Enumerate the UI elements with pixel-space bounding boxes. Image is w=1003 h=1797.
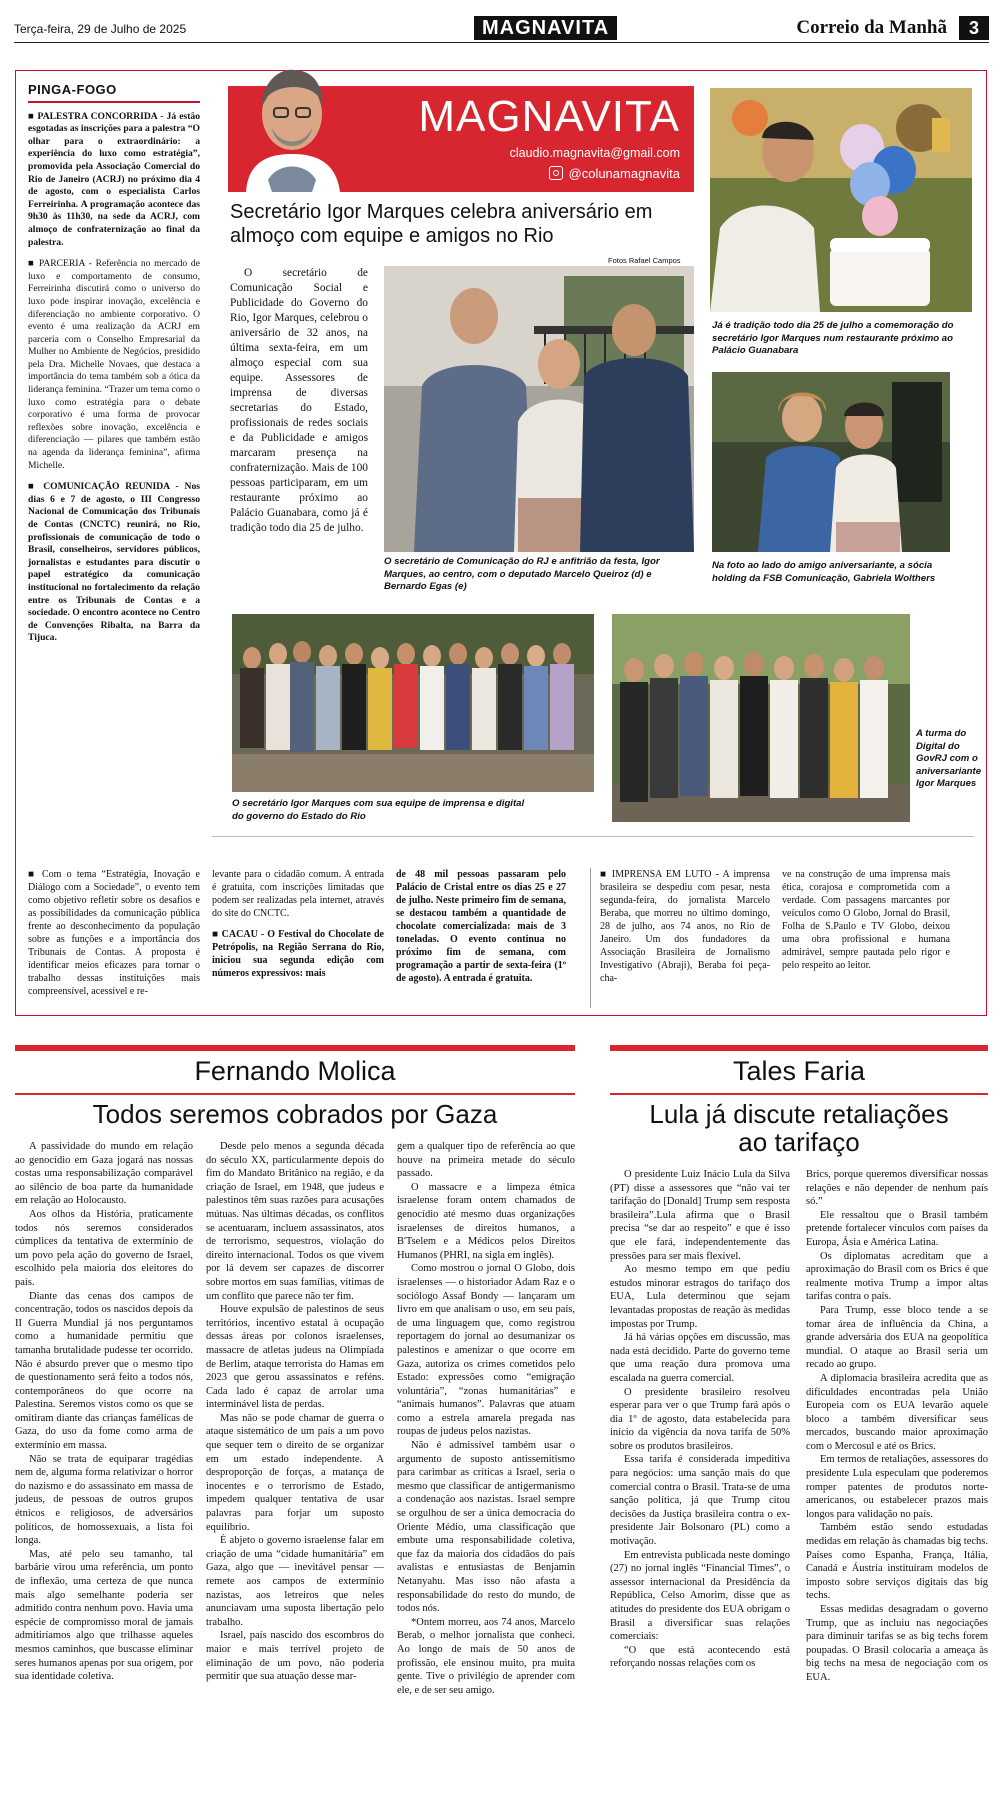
column-divider — [212, 836, 974, 837]
columnist-email[interactable]: claudio.magnavita@gmail.com — [509, 146, 680, 160]
section-masthead: MAGNAVITA — [474, 16, 617, 40]
cake-photo-caption: Já é tradição todo dia 25 de julho a comemoração do secretário Igor Marques num restaurante próximo ao Palácio Guanabara — [712, 320, 954, 356]
friend-photo — [712, 372, 950, 552]
paragraph: gem a qualquer tipo de referência ao que houve na primeira metade do século passado. — [397, 1141, 575, 1180]
molica-col-2 — [206, 1140, 384, 1684]
note-column-4 — [600, 868, 770, 993]
paragraph: Como mostrou o jornal O Globo, dois israelenses — o historiador Adam Raz e o sociólogo Assaf Bondy — lançaram um livro em que analisam o uso, em seu país, de uma linguagem que, como registrou reportagem do jornal ao desumanizar os palestinos e amenizar o que ocorre em Gaza, autoriza os crimes cometidos pelo Estado: expressões como “emigração voluntária”, “zonas humanitárias” e “animais humanos”. Palavras que atuam como a estrela amarela pregada nas roupas de judeus pelos nazistas. — [397, 1263, 575, 1438]
paragraph: O massacre e a limpeza étnica israelense foram ontem chamados de genocídio até mesmo duas organizações israelenses de direitos humanos, a B'Tselem e a Médicos pelos Direitos Humanos (PHRI, na sigla em inglês). — [397, 1181, 575, 1261]
paragraph: Os diplomatas acreditam que a aproximação do Brasil com os Brics é que realmente motiva Trump a impor altas tarifas contra o país. — [806, 1250, 988, 1303]
note-cacau: ■ CACAU - O Festival do Chocolate de Petrópolis, na Região Serrana do Rio, iniciou sua segunda edição com números expressivos: mais — [212, 929, 384, 979]
note-cnctc-tema — [28, 868, 200, 1006]
main-photo — [384, 266, 694, 552]
paragraph: Não se trata de equiparar tragédias nem de, alguma forma relativizar o horror do nazismo e do assassinato em massa de judeus, de pessoas de outros grupos étnicos e religiosos, de adversários políticos, de homossexuais, a lista foi longa. — [15, 1453, 193, 1547]
note-imprensa-luto: ■ IMPRENSA EM LUTO - A imprensa brasileira se despediu com pesar, nesta segunda-feira, do jornalista Marcelo Beraba, que morreu no último domingo, 28 de julho, aos 74 anos, no Rio de Janeiro. Um dos fundadores da Associação Brasileira de Jornalismo Investigativo (Abraji), Beraba foi peça-cha- — [600, 869, 770, 984]
note-comunicacao: ■ COMUNICAÇÃO REUNIDA - Nos dias 6 e 7 de agosto, o III Congresso Nacional de Comunicação dos Tribunais de Contas (CNCTC) reunirá, no Rio, profissionais de comunicação de todo o Brasil, conselheiros, servidores públicos, jornalistas e estudantes para discutir o papel estratégico da comunicação institucional no fortalecimento da relação entre os Tribunais de Contas e a sociedade. O encontro acontece no Centro de Convenções Ribalta, na Barra da Tijuca. — [28, 481, 200, 644]
cake-photo — [710, 88, 972, 312]
instagram-icon — [549, 166, 563, 180]
paragraph: O presidente Luiz Inácio Lula da Silva (PT) disse a assessores que “não vai ter tarifação do [Donald] Trump sem resposta brasileira”.Lula afirma que o Brasil precisa “se dar ao respeito” e que é isso que ele fará, independentemente das pressões para ser mais flexível. — [610, 1169, 790, 1262]
friend-photo-caption: Na foto ao lado do amigo aniversariante, a sócia holding da FSB Comunicação, Gabriela Wolthers — [712, 560, 936, 584]
paragraph: Desde pelo menos a segunda década do século XX, particularmente depois do fim do Mandato Britânico na região, e da criação de Israel, em 1948, que judeus e palestinos têm suas razões para acusações mútuas. Nas últimas décadas, os conflitos se acentuaram, incluem assassinatos, atos de terrorismo, sequestros, violação do direito internacional. Todos os que vivem por lá devem ser capazes de discorrer sobre mortos em suas famílias, vítimas de um conflito que parece não ter fim. — [206, 1141, 384, 1302]
paragraph: O presidente brasileiro resolveu esperar para ver o que Trump fará após o dia 1º de agosto, data estabelecida para início da vigência da nova tarifa de 50% sobre os produtos brasileiros. — [610, 1386, 790, 1452]
molica-col-1 — [15, 1140, 193, 1684]
paragraph: *Ontem morreu, aos 74 anos, Marcelo Berab, o melhor jornalista que conheci. Ao longo de mais de 50 anos de profissão, ele ensinou muito, pra muita gente. Tive o privilégio de aprender com ele, e de ser seu amigo. — [397, 1616, 575, 1696]
feature-body: O secretário de Comunicação Social e Publicidade do Governo do Rio, Igor Marques, celebrou o aniversário de 32 anos, na última sexta-feira, em um almoço especial com sua equipe. Assessores de imprensa de diversas secretarias do Estado, profissionais de redes sociais e da Publicidade e amigos marcaram presença na confraternização. Mais de 100 pessoas participaram, em um restaurante próximo ao Palácio Guanabara, como já é tradição todo dia 25 de julho. — [230, 267, 368, 534]
paragraph: Também estão sendo estudadas medidas em relação às chamadas big techs. Países como Espanha, França, Itália, Canadá e Áustria instituíram modelos de imposto sobre serviços digitais das big techs. — [806, 1522, 988, 1602]
paragraph: Não é admissível também usar o argumento de suposto antissemitismo para carimbar as críticas a Israel, seria o mesmo que classificar de antigermanismo a condenação aos nazistas. Israel sempre se orgulhou de ser a única democracia do Oriente Médio, uma classificação que embute uma responsabilidade coletiva, que faz da maioria dos cidadãos do país avalistas e entusiastas de Benjamin Netanyahu. Mas isso não afasta a responsabilidade do resto do mundo, de todos nós. — [397, 1440, 575, 1615]
paragraph: Diante das cenas dos campos de concentração, todos os nascidos depois da II Guerra Mundial já nos perguntamos como a humanidade permitiu que tamanha brutalidade pudesse ter ocorrido. Não é absurdo prever que o mesmo tipo de questionamento será feito a todos nós, contemporâneos do que ocorre na Palestina. Seremos vistos como os que se omitiram diante das crianças famélicas de Gaza, do uso da fome como arma de extermínio em massa. — [15, 1290, 193, 1452]
paragraph: “O que está acontecendo está reforçando nossas relações com os — [610, 1644, 790, 1670]
note-parceria: ■ PARCERIA - Referência no mercado de luxo e comportamento de consumo, Ferreirinha discutirá como o universo do luxo pode inspirar inovação, excelência e diferenciação no ambiente corporativo. O evento é uma realização da ACRJ em parceria com o Conselho Empresarial da Mulher no Ambiente de Negócios, presidido pela Dra. Michelle Novaes, que destaca a importância do tema também sob a ótica da liderança feminina. “Trazer um tema como o luxo como estratégia para o debate corporativo é uma forma de provocar reflexões sobre inovação, excelência e diferenciação — pilares que também estão na agenda da liderança feminina”, afirma Michelle. — [28, 258, 200, 471]
note-column-3 — [396, 868, 566, 993]
paragraph: Mas não se pode chamar de guerra o ataque sistemático de um país a um povo que sequer tem o direito de se organizar em um estado independente. A desproporção de forças, a matança de inocentes e o terrorismo de Estado, impedem qualquer tentativa de usar palavras para forjar um suposto equilíbrio. — [206, 1412, 384, 1533]
digital-photo-caption: A turma do Digital do GovRJ com o aniversariante Igor Marques — [916, 728, 982, 789]
note-palestra: ■ PALESTRA CONCORRIDA - Já estão esgotadas as inscrições para a palestra “O olhar para o extraordinário: a experiência do luxo como estratégia”, promovida pela Associação Comercial do Rio de Janeiro (ACRJ) no próximo dia 4 de agosto, com o especialista Carlos Ferreirinha. A programação acontece das 9h30 às 11h30, na sede da ACRJ, com almoço de confraternização ao final da palestra. — [28, 110, 200, 248]
paragraph: Ele ressaltou que o Brasil também pretende fortalecer vínculos com países da Europa, Ásia e América Latina. — [806, 1209, 988, 1248]
paragraph: Essas medidas desagradam o governo Trump, que as incluiu nas negociações para diminuir tarifas se as big techs forem poupadas. O Brasil colocaria a ameaça às big techs na mesa de negociação com os EUA. — [806, 1604, 988, 1683]
page-number: 3 — [959, 16, 989, 40]
paragraph: Para Trump, esse bloco tende a se tomar área de influência da China, a grande adversária dos EUA na geopolítica mundial. O ataque ao Brasil seria um recado ao grupo. — [806, 1304, 988, 1371]
team-photo-caption: O secretário Igor Marques com sua equipe de imprensa e digital do governo do Estado do Rio — [232, 798, 525, 822]
note-imprensa-cont: ve na construção de uma imprensa mais ética, corajosa e comprometida com a verdade. Com passagens marcantes por veículos como O Globo, Jornal do Brasil, Folha de S.Paulo e TV Globo, deixou uma obra profissional e humana admirável, sempre pautada pelo rigor e pelo respeito ao leitor. — [782, 869, 950, 971]
faria-col-1 — [610, 1168, 790, 1671]
column-name: MAGNAVITA — [418, 92, 680, 141]
paragraph: Já há várias opções em discussão, mas nada está decidido. Parte do governo teme que uma reação dura promova uma escalada na guerra comercial. — [610, 1332, 790, 1384]
issue-date: Terça-feira, 29 de Julho de 2025 — [14, 22, 187, 36]
paragraph: Essa tarifa é considerada impeditiva para negócios: uma sanção mais do que comercial contra o Brasil. Trata-se de uma sanção política, já que Trump citou decisões da Justiça brasileira contra o ex-presidente Jair Bolsonaro (PL) como a motivação. — [610, 1454, 790, 1548]
newspaper-name: Correio da Manhã — [796, 17, 947, 38]
paragraph: Mas, até pelo seu tamanho, tal barbárie virou uma referência, um ponto de inflexão, uma certeza de que nunca mais algo semelhante poderia ser admitido contra nenhum povo. Havia uma espécie de compromisso moral de jamais admitiríamos algo que trilhasse aqueles mesmos caminhos, que buscasse eliminar seres humanos apenas por sua origem, por sua identidade coletiva. — [15, 1548, 193, 1683]
paragraph: Ao mesmo tempo em que pediu estudos minorar estragos do tarifaço dos EUA, Lula determinou que sejam levantadas propostas de reação às medidas impostas por Trump. — [610, 1264, 790, 1330]
faria-title: Lula já discute retaliações ao tarifaço — [649, 1099, 949, 1157]
columnist-instagram[interactable] — [549, 166, 680, 181]
note-column-2 — [212, 868, 384, 988]
paragraph: É abjeto o governo israelense falar em criação de uma “cidade humanitária” em Gaza, algo que — inevitável pensar — remete aos campos de extermínio nazistas, aos letreiros que neles anunciavam uma suposta libertação pelo trabalho. — [206, 1535, 384, 1628]
paragraph: Houve expulsão de palestinos de seus territórios, incentivo estatal à ocupação dessas áreas por colonos israelenses, massacre de atletas judeus na Olimpíada de Berlim, ataque terrorista do Hamas em 2023 que gerou assassinatos e reféns. Cada lado é capaz de arrolar uma interminável lista de perdas. — [206, 1304, 384, 1411]
faria-author-rule — [610, 1093, 988, 1095]
paragraph: Israel, país nascido dos escombros do maior e mais terrível projeto de eliminação de um povo, não poderia permitir que sua atuação desse mar- — [206, 1630, 384, 1683]
note-cnctc-entrada: levante para o cidadão comum. A entrada é gratuita, com inscrições limitadas que podem ser realizadas pela internet, através do site do CNCTC. — [212, 869, 384, 919]
molica-title: Todos seremos cobrados por Gaza — [92, 1099, 498, 1129]
team-photo — [232, 614, 594, 792]
molica-col-3 — [397, 1140, 575, 1697]
faria-top-rule — [610, 1045, 988, 1051]
paragraph: Brics, porque queremos diversificar nossas relações e não depender de nenhum país só.” — [806, 1169, 988, 1208]
paragraph: A passividade do mundo em relação ao genocídio em Gaza jogará nas nossas costas uma responsabilização comparável ao silêncio de boa parte da humanidade em relação ao Holocausto. — [15, 1141, 193, 1207]
digital-team-photo — [612, 614, 910, 822]
photo-credit: Fotos Rafael Campos — [608, 256, 681, 265]
feature-headline: Secretário Igor Marques celebra aniversário em almoço com equipe e amigos no Rio — [230, 201, 653, 247]
instagram-handle: @colunamagnavita — [568, 166, 680, 181]
faria-author: Tales Faria — [732, 1056, 866, 1086]
molica-top-rule — [15, 1045, 575, 1051]
paragraph: A diplomacia brasileira acredita que as dificuldades encontradas pela União Europeia com os EUA levarão aquele bloco a também diversificar seus mercados, buscando maior aproximação com o Mercosul e até os Brics. — [806, 1372, 988, 1452]
page-header — [14, 16, 989, 43]
columnist-portrait — [228, 62, 356, 192]
main-photo-caption: O secretário de Comunicação do RJ e anfitrião da festa, Igor Marques, ao centro, com o deputado Marcelo Queiroz (d) e Bernardo Egas (e) — [384, 556, 660, 592]
paragraph: Em entrevista publicada neste domingo (27) no jornal inglês “Financial Times”, o assessor internacional da Presidência da República, Celso Amorim, disse que as atitudes do presidente dos EUA obrigam o Brasil a diversificar suas relações comerciais: — [610, 1549, 790, 1643]
molica-author: Fernando Molica — [194, 1056, 396, 1086]
pinga-fogo-title: PINGA-FOGO — [28, 84, 200, 103]
faria-col-2 — [806, 1168, 988, 1685]
paragraph: Em termos de retaliações, assessores do presidente Lula especulam que poderemos romper patentes de produtos norte-americanos, ou estabelecer prazos mais longos para validação no país. — [806, 1454, 988, 1520]
note-tema-text: ■ Com o tema “Estratégia, Inovação e Diálogo com a Sociedade”, o evento tem como objetivo refletir sobre os desafios e as possibilidades da comunicação pública frente ao desconhecimento da população sobre as funções e a importância dos Tribunais de Contas. A proposta é identificar meios eficazes para tornar o trabalho dessas instituições mais compreensível, acessível e re- — [28, 869, 200, 997]
note-column-5 — [782, 868, 950, 980]
paragraph: Aos olhos da História, praticamente todos nós seremos considerados cúmplices da tentativa de extermínio de um povo pela ação do governo de Israel, escolhido pela maioria dos eleitores do país. — [15, 1208, 193, 1288]
column-divider — [590, 868, 591, 1008]
molica-author-rule — [15, 1093, 575, 1095]
note-cacau-cont: de 48 mil pessoas passaram pelo Palácio de Cristal entre os dias 25 e 27 de julho. Neste primeiro fim de semana, se destacou também a quantidade de chocolate comercializada: mais de 3 toneladas. O evento continua no próximo fim de semana, com programação a partir de sexta-feira (1º de agosto). A entrada é gratuita. — [396, 869, 566, 984]
pinga-fogo-column — [28, 84, 200, 654]
